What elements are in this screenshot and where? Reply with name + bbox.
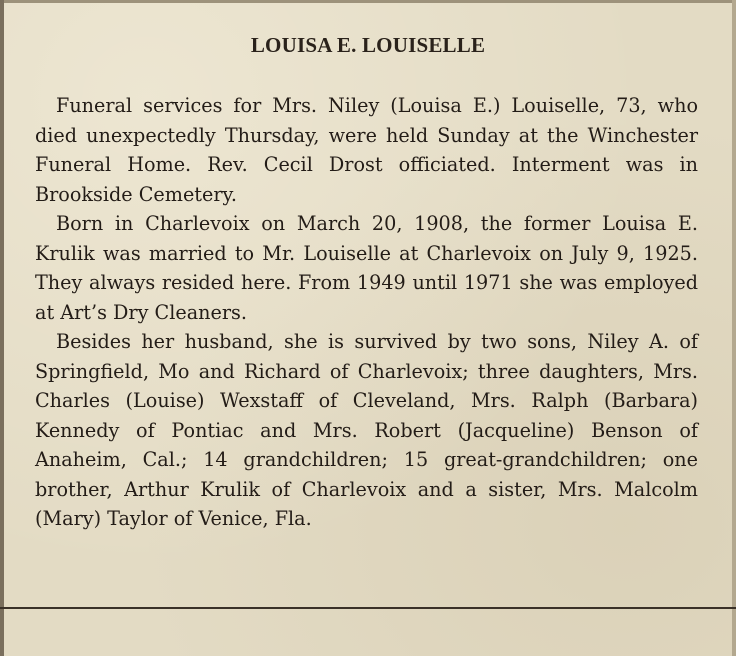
clipping-top-edge: [0, 0, 736, 3]
clipping-right-edge: [732, 0, 736, 656]
paragraph-survivors: Besides her husband, she is survived by two sons, Niley A. of Springfield, Mo and Richard of Charlevoix; three daughters, Mrs. Charles (Louise) Wexstaff of Cleveland, Mrs. Ralph (Barbara) Kennedy of Pontiac and Mrs. Robert (Jacqueline) Benson of Anaheim, Cal.; 14 grandchildren; 15 great-grandchildren; one brother, Arthur Krulik of Charlevoix and a sister, Mrs. Malcolm (Mary) Taylor of Venice, Fla.: [35, 330, 698, 530]
clipping-left-edge: [0, 0, 4, 656]
obituary-body: [35, 91, 698, 534]
obituary-headline: LOUISA E. LOUISELLE: [250, 33, 486, 57]
paragraph-funeral-services: Funeral services for Mrs. Niley (Louisa E.) Louiselle, 73, who died unexpectedly Thursday, were held Sunday at the Winchester Funeral Home. Rev. Cecil Drost officiated. Interment was in Brookside Cemetery.: [35, 94, 698, 206]
paragraph-biography: Born in Charlevoix on March 20, 1908, the former Louisa E. Krulik was married to Mr. Louiselle at Charlevoix on July 9, 1925. They always resided here. From 1949 until 1971 she was employed at Art’s Dry Cleaners.: [35, 212, 698, 324]
column-divider-rule: [0, 607, 736, 609]
